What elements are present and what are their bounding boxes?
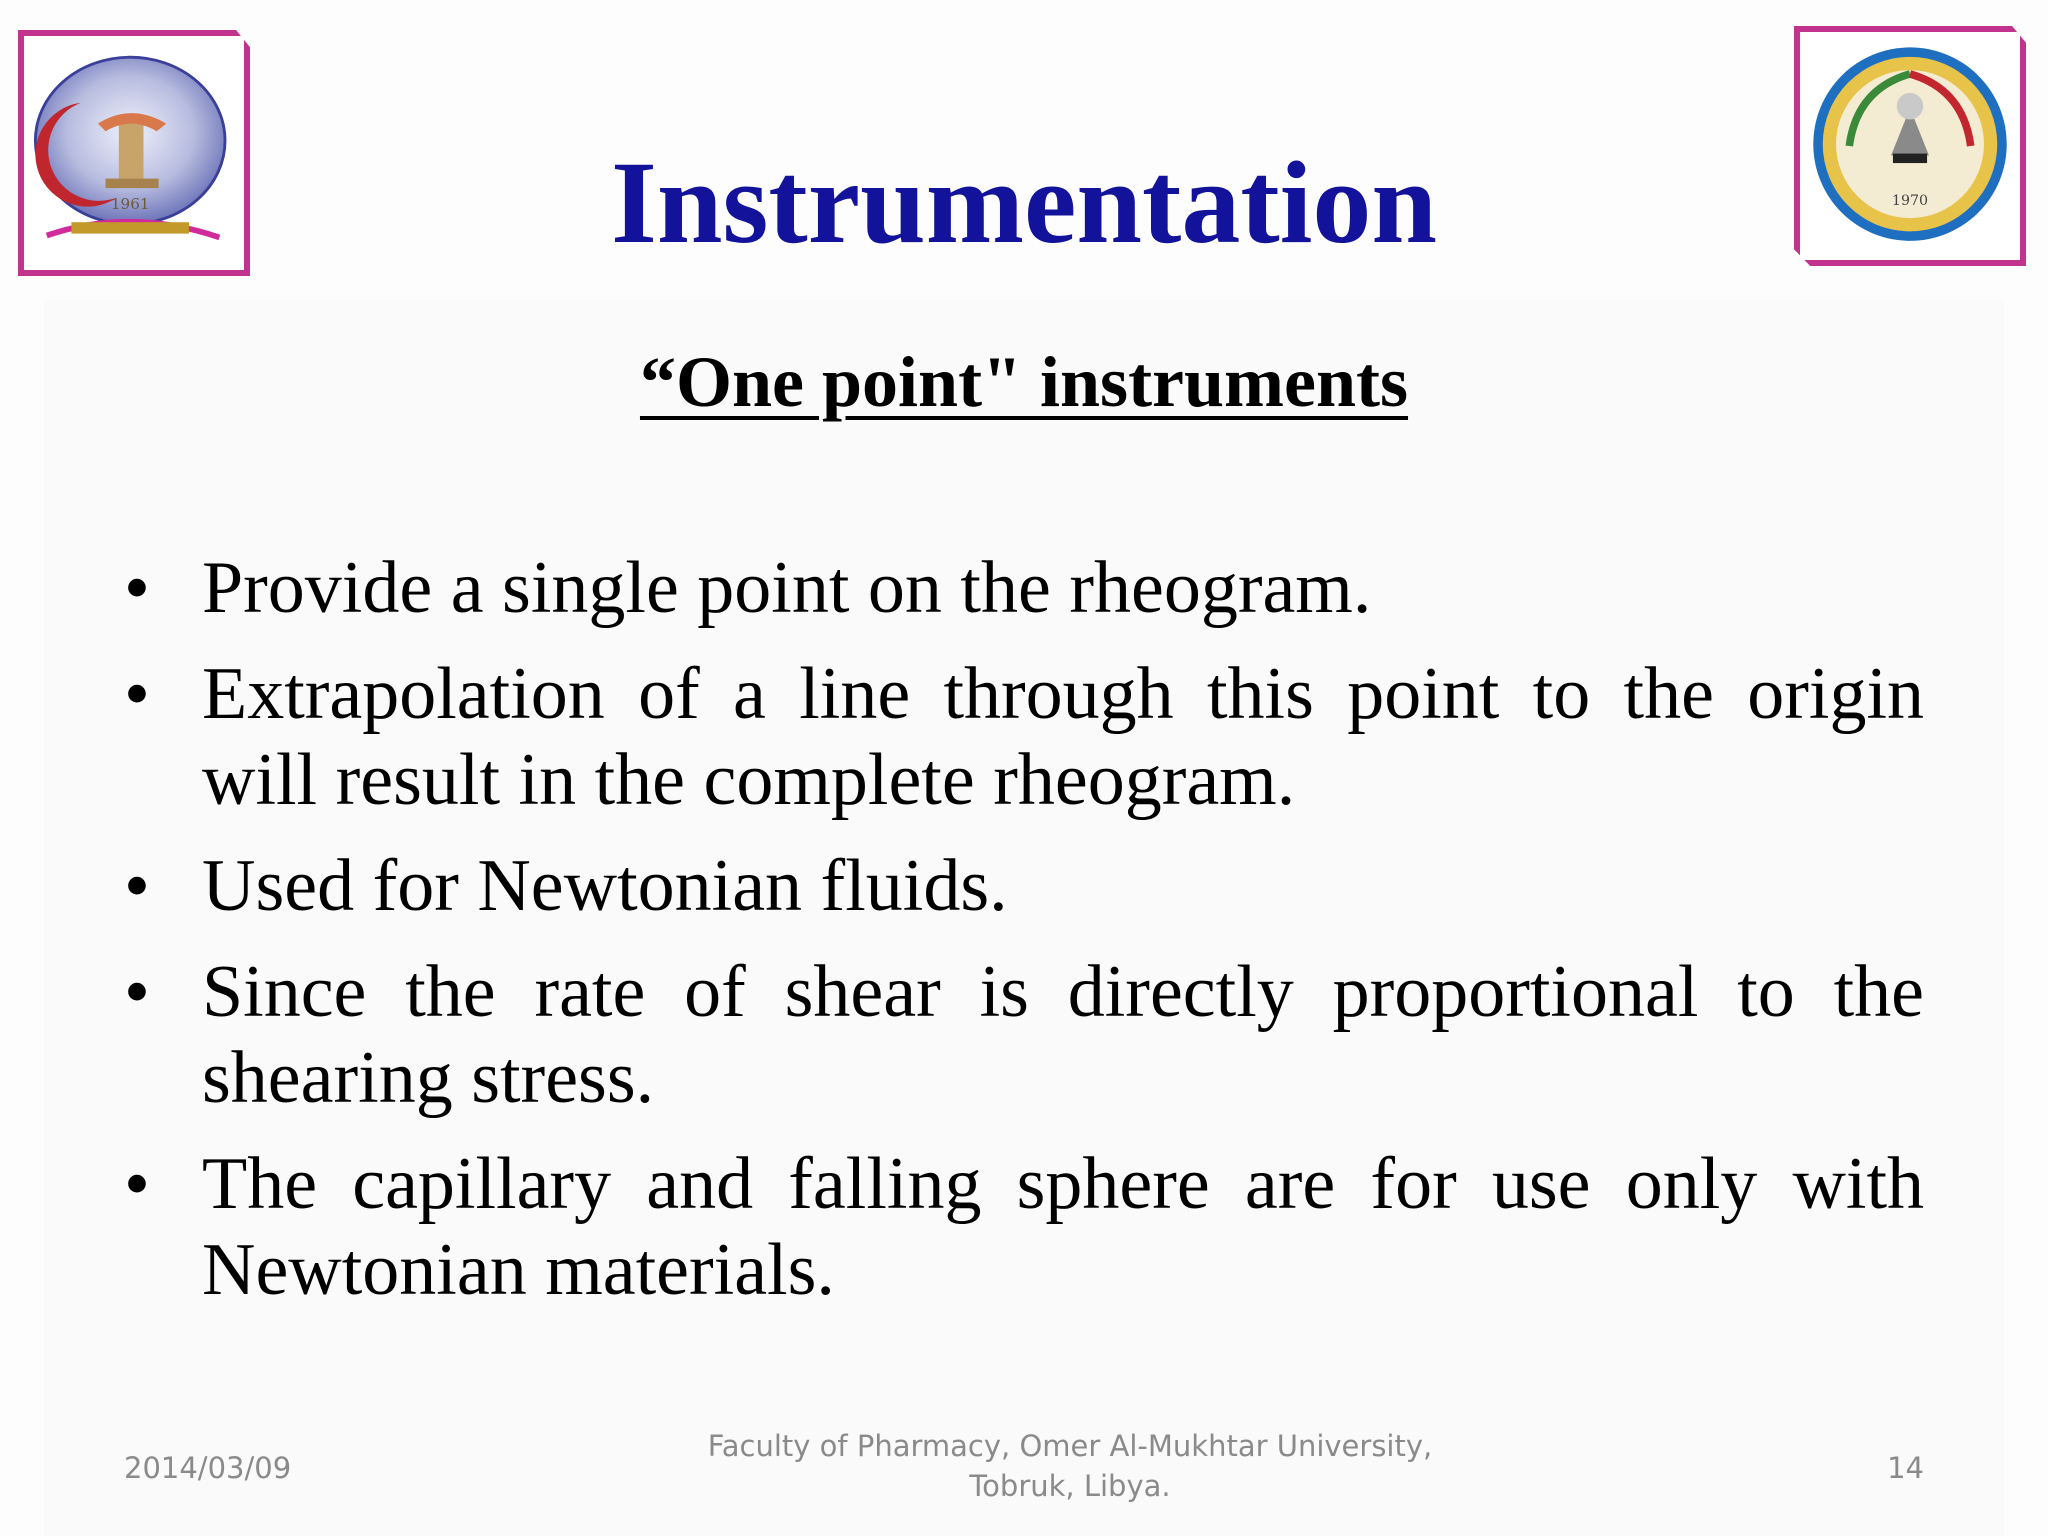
footer-date: 2014/03/09 (124, 1451, 292, 1485)
bullet-text: Used for Newtonian fluids. (202, 845, 1008, 927)
page-number: 14 (1887, 1451, 1924, 1485)
slide-subtitle: “One point" instruments (639, 342, 1409, 422)
bullet-item (124, 651, 1924, 823)
bullet-text: Extrapolation of a line through this point to the origin will result in the complete rheogram. (202, 653, 1924, 821)
footer-affiliation (620, 1426, 1520, 1506)
footer-affiliation-line1: Faculty of Pharmacy, Omer Al-Mukhtar University, (707, 1429, 1433, 1463)
bullet-item (124, 545, 1924, 631)
bullet-text: The capillary and falling sphere are for use only with Newtonian materials. (202, 1143, 1924, 1311)
bullet-text: Since the rate of shear is directly proportional to the shearing stress. (202, 951, 1924, 1119)
bullet-text: Provide a single point on the rheogram. (202, 547, 1372, 629)
bullet-item (124, 949, 1924, 1121)
bullet-marker: • (124, 951, 150, 1033)
footer-affiliation-line2: Tobruk, Libya. (969, 1469, 1171, 1503)
university-logo-year: 1970 (1891, 192, 1929, 209)
bullet-marker: • (124, 845, 150, 927)
slide-title: Instrumentation (610, 137, 1438, 268)
bullet-marker: • (124, 1143, 150, 1225)
faculty-logo-year: 1961 (110, 194, 150, 213)
bullet-item (124, 1141, 1924, 1313)
bullet-item (124, 843, 1924, 929)
bullet-marker: • (124, 547, 150, 629)
bullet-marker: • (124, 653, 150, 735)
bullet-list (124, 545, 1924, 1333)
